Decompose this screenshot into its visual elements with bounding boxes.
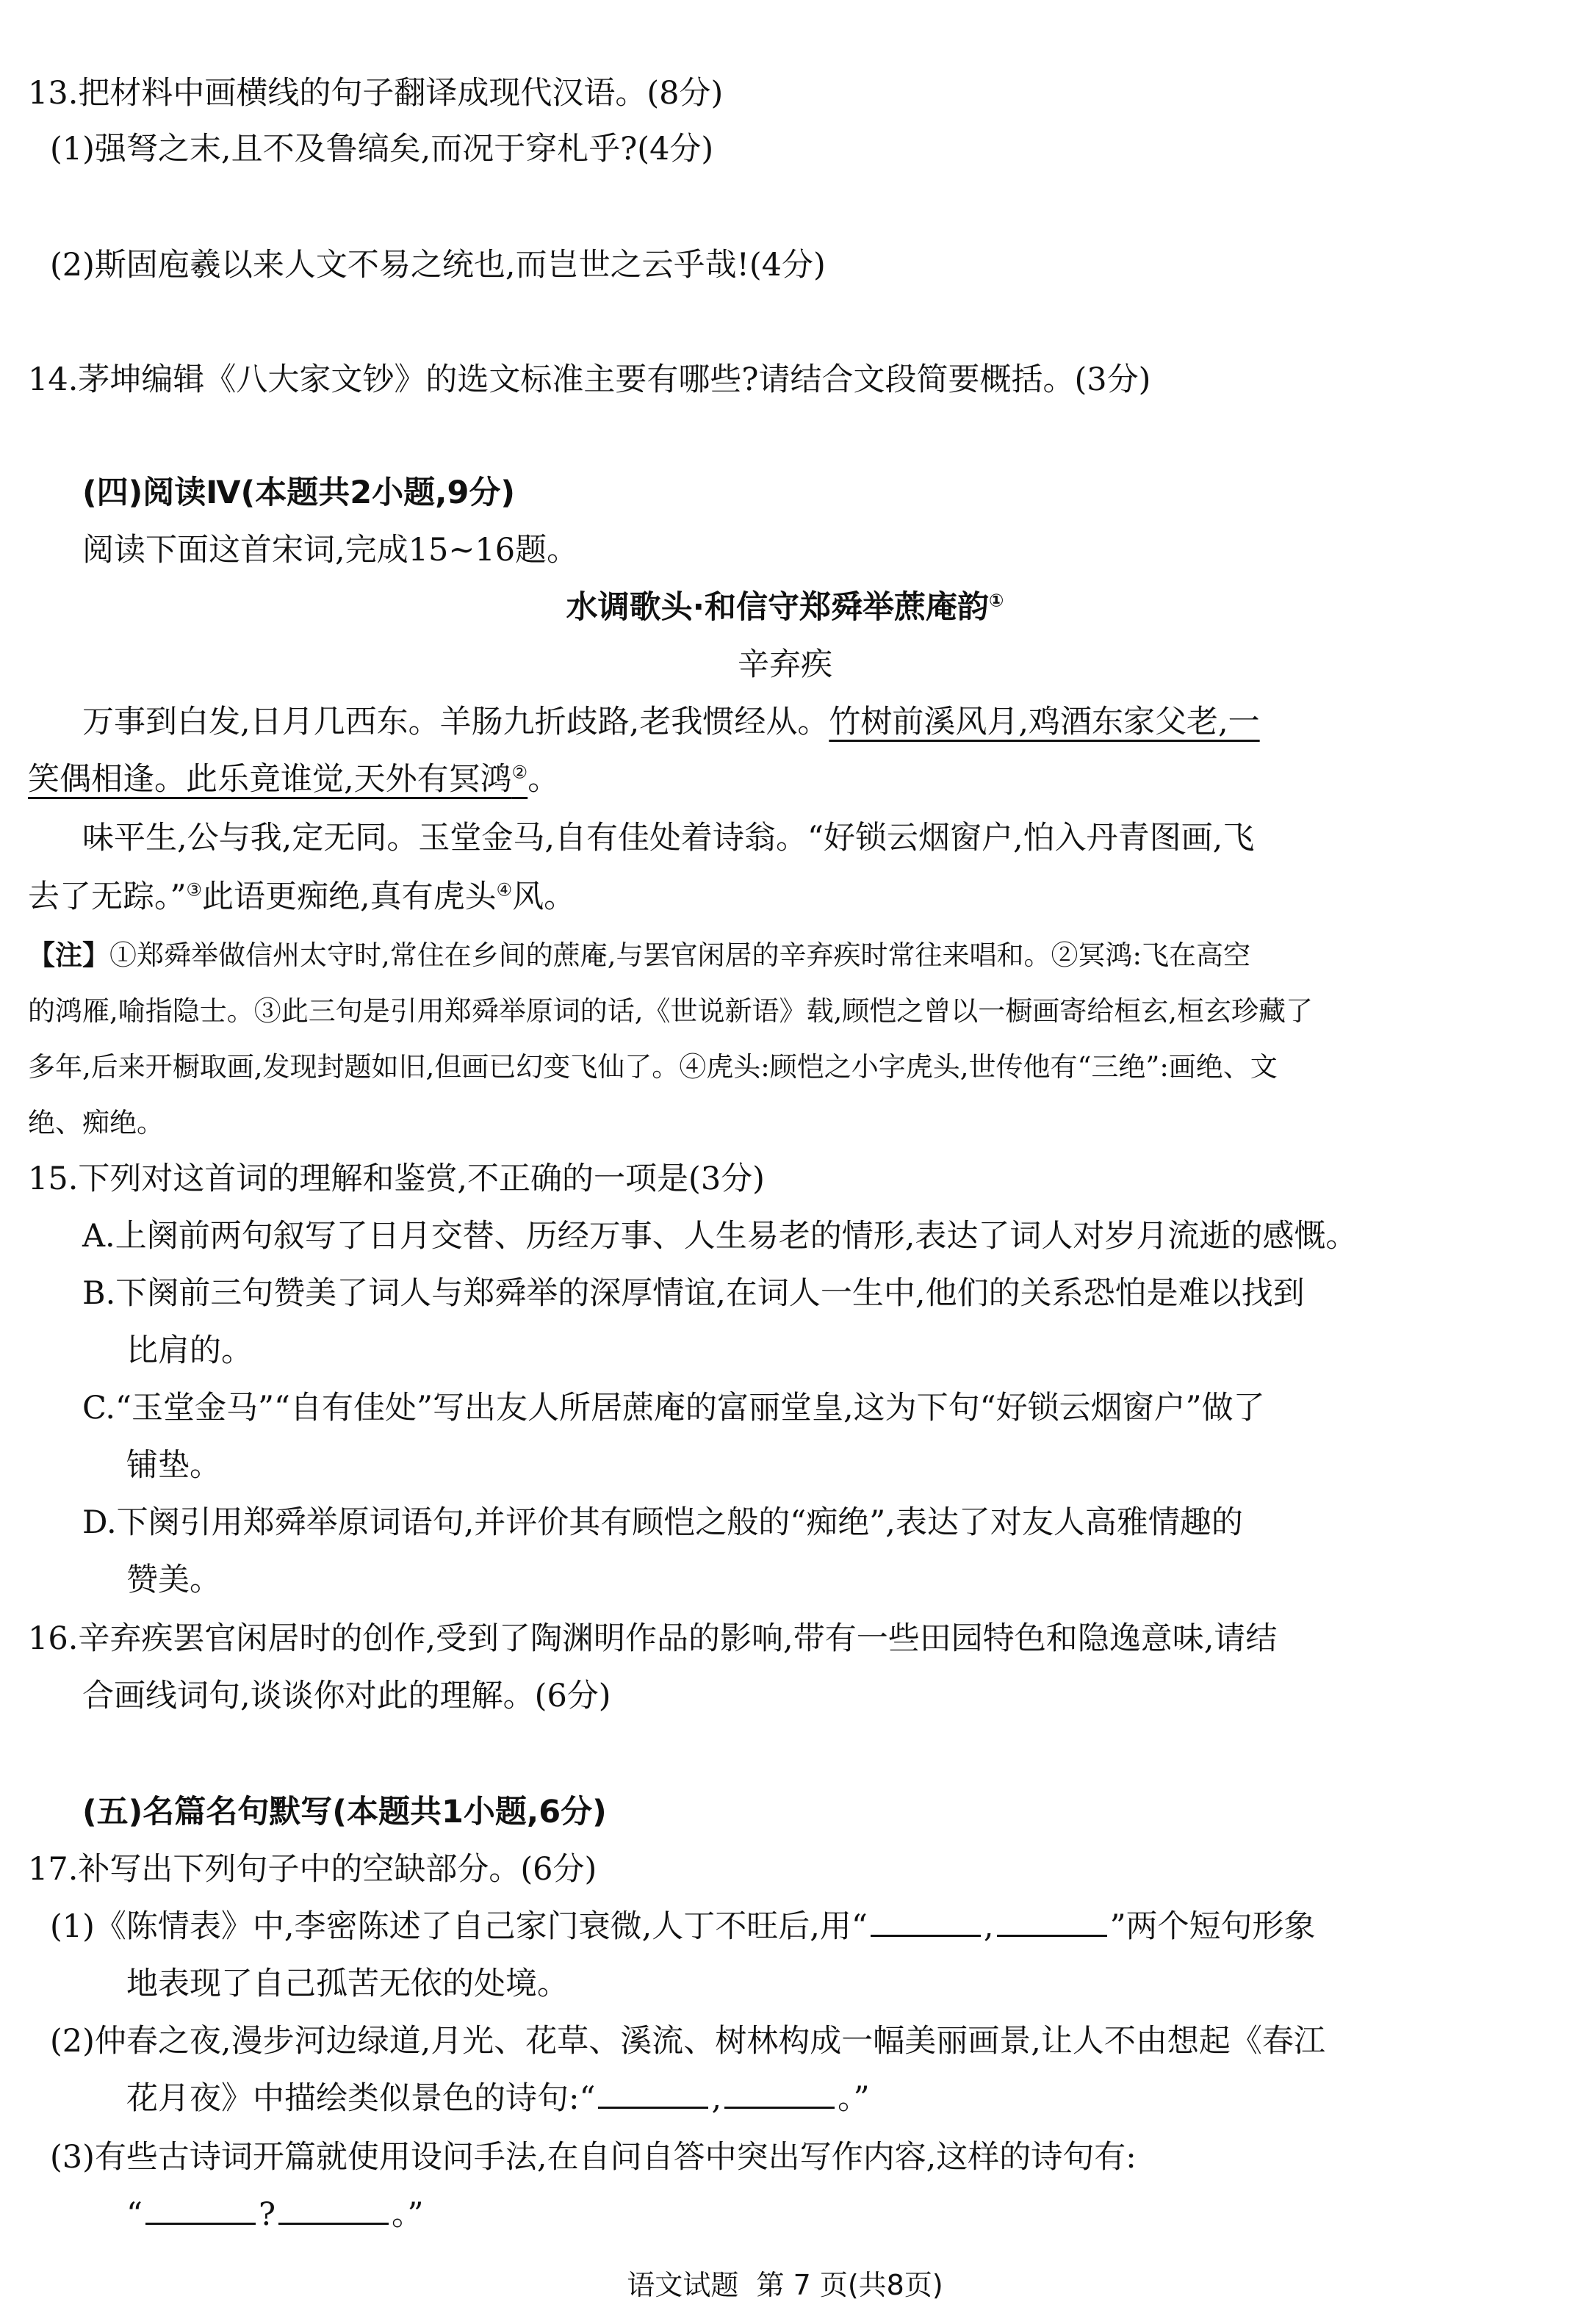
note-line-3: 多年,后来开橱取画,发现封题如旧,但画已幻变飞仙了。④虎头:顾恺之小字虎头,世传他有“三绝”:画绝、文	[28, 1051, 1278, 1083]
q15-option-a: A.上阕前两句叙写了日月交替、历经万事、人生易老的情形,表达了词人对岁月流逝的感慨。	[82, 1218, 1358, 1255]
answer-blank[interactable]	[145, 2193, 256, 2225]
answer-blank[interactable]	[871, 1905, 981, 1937]
note-line-1	[28, 933, 1570, 978]
q17-sub2-sep: ,	[711, 2080, 722, 2117]
q17-sub1-text: (1)《陈情表》中,李密陈述了自己家门衰微,人丁不旺后,用“	[50, 1908, 868, 1945]
poem-note-ref: ③	[186, 879, 202, 901]
poem-underlined-text	[28, 761, 527, 798]
q15-option-b-cont: 比肩的。	[126, 1332, 253, 1369]
section4-intro: 阅读下面这首宋词,完成15~16题。	[82, 532, 579, 569]
q13-sub1: (1)强弩之末,且不及鲁缟矣,而况于穿札乎?(4分)	[50, 131, 714, 167]
q17-stem: 17.补写出下列句子中的空缺部分。(6分)	[28, 1851, 597, 1888]
poem-note-ref: ②	[511, 762, 528, 783]
note-line-2: 的鸿雁,喻指隐士。③此三句是引用郑舜举原词的话,《世说新语》载,顾恺之曾以一橱画寄给桓玄,桓玄珍藏了	[28, 995, 1314, 1027]
poem-punct: 。	[527, 761, 560, 798]
footer-page-number: 第 7 页(共8页)	[756, 2269, 943, 2301]
q17-sub1	[50, 1904, 1570, 1949]
poem-title	[0, 585, 1570, 630]
section5-header: (五)名篇名句默写(本题共1小题,6分)	[82, 1794, 607, 1830]
q17-sub3-sep: ?	[258, 2196, 276, 2233]
poem-line-3: 味平生,公与我,定无同。玉堂金马,自有佳处着诗翁。“好锁云烟窗户,怕入丹青图画,飞	[82, 820, 1255, 856]
q15-option-d-cont: 赞美。	[126, 1562, 221, 1598]
poem-text: 去了无踪。”	[28, 878, 187, 915]
q17-sub3: (3)有些古诗词开篇就使用设问手法,在自问自答中突出写作内容,这样的诗句有:	[50, 2139, 1137, 2176]
q17-sub2-text: 花月夜》中描绘类似景色的诗句:“	[126, 2080, 596, 2117]
section4-header: (四)阅读Ⅳ(本题共2小题,9分)	[82, 474, 516, 511]
poem-line-1	[82, 699, 1570, 745]
q15-option-c: C.“玉堂金马”“自有佳处”写出友人所居蔗庵的富丽堂皇,这为下句“好锁云烟窗户”做了	[82, 1390, 1265, 1426]
q15-stem: 15.下列对这首词的理解和鉴赏,不正确的一项是(3分)	[28, 1161, 765, 1197]
q17-sub3-text: “	[126, 2196, 143, 2233]
q15-option-c-cont: 铺垫。	[126, 1447, 221, 1484]
q17-sub1-text: ”两个短句形象	[1109, 1908, 1316, 1945]
poem-text: 此语更痴绝,真有虎头	[202, 878, 497, 915]
q16-stem: 16.辛弃疾罢官闲居时的创作,受到了陶渊明作品的影响,带有一些田园特色和隐逸意味,请结	[28, 1620, 1278, 1657]
q14-stem: 14.茅坤编辑《八大家文钞》的选文标准主要有哪些?请结合文段简要概括。(3分)	[28, 361, 1151, 398]
poem-author: 辛弃疾	[738, 646, 832, 683]
poem-line-2	[28, 757, 1570, 802]
q17-sub3-cont	[126, 2192, 1570, 2237]
q15-option-b: B.下阕前三句赞美了词人与郑舜举的深厚情谊,在词人一生中,他们的关系恐怕是难以找到	[82, 1275, 1305, 1312]
note-line-4: 绝、痴绝。	[28, 1107, 164, 1138]
poem-line-4	[28, 874, 1570, 920]
poem-title-text: 水调歌头·和信守郑舜举蔗庵韵	[566, 589, 989, 626]
answer-blank[interactable]	[598, 2077, 708, 2109]
answer-blank[interactable]	[278, 2193, 389, 2225]
note-tag: 【注】	[28, 939, 109, 971]
page-footer	[0, 2262, 1570, 2308]
q17-sub3-text: 。”	[392, 2196, 424, 2233]
poem-text: 风。	[512, 878, 576, 915]
q15-option-d: D.下阕引用郑舜举原词语句,并评价其有顾恺之般的“痴绝”,表达了对友人高雅情趣的	[82, 1504, 1243, 1541]
poem-title-note: ①	[989, 590, 1004, 611]
q17-sub1-sep: ,	[983, 1908, 994, 1945]
answer-blank[interactable]	[724, 2077, 835, 2109]
q13-stem: 13.把材料中画横线的句子翻译成现代汉语。(8分)	[28, 75, 724, 112]
q17-sub1-cont: 地表现了自己孤苦无依的处境。	[126, 1966, 569, 2002]
q17-sub2: (2)仲春之夜,漫步河边绿道,月光、花草、溪流、树林构成一幅美丽画景,让人不由想起《春江	[50, 2023, 1325, 2060]
q16-stem-cont: 合画线词句,谈谈你对此的理解。(6分)	[82, 1678, 611, 1714]
footer-label: 语文试题	[627, 2269, 739, 2301]
answer-blank[interactable]	[997, 1905, 1107, 1937]
note-text: ①郑舜举做信州太守时,常住在乡间的蔗庵,与罢官闲居的辛弃疾时常往来唱和。②冥鸿:飞在高空	[109, 939, 1250, 971]
poem-text: 万事到白发,日月几西东。羊肠九折歧路,老我惯经从。	[82, 704, 829, 740]
poem-underlined-text: 竹树前溪风月,鸡酒东家父老,一	[829, 704, 1260, 740]
q17-sub2-cont	[126, 2076, 1570, 2121]
q13-sub2: (2)斯固庖羲以来人文不易之统也,而岂世之云乎哉!(4分)	[50, 247, 826, 284]
poem-note-ref: ④	[496, 879, 513, 901]
q17-sub2-text: 。”	[838, 2080, 870, 2117]
poem-underlined-part: 笑偶相逢。此乐竟谁觉,天外有冥鸿	[28, 761, 512, 798]
